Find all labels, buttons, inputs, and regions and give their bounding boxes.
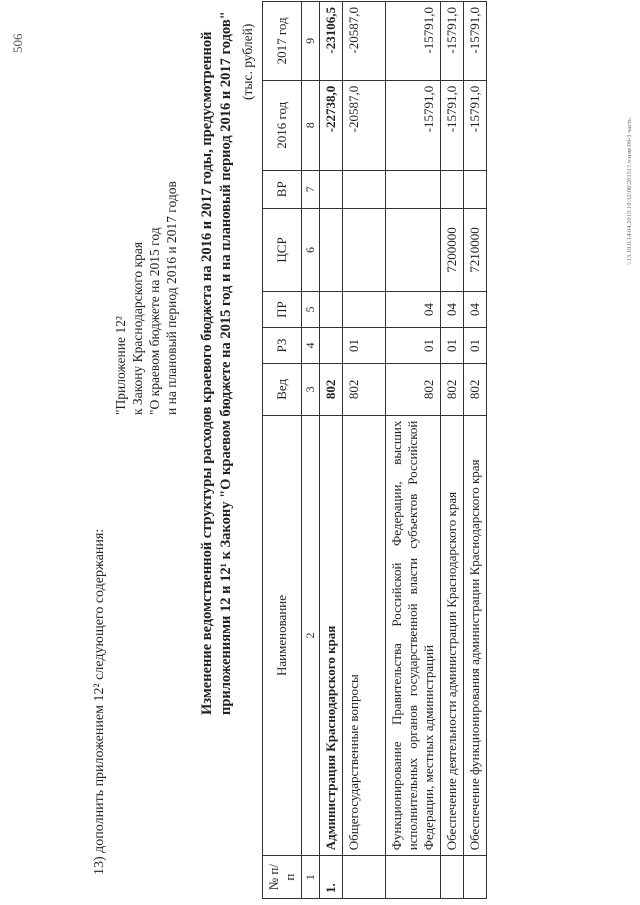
title-line-2: приложениями 12 и 12¹ к Закону "О краевом бюджете на 2015 год и на плановый период 2016 и 2017 годов" xyxy=(218,11,234,715)
table-header-row xyxy=(263,2,302,899)
row-pr: 04 xyxy=(441,292,464,328)
index-cell: 2 xyxy=(302,415,320,856)
row-rz: 01 xyxy=(441,328,464,364)
document-title xyxy=(198,11,236,715)
table-row xyxy=(386,2,441,899)
header-2016: 2016 год xyxy=(263,80,302,170)
row-vr xyxy=(320,170,343,208)
row-csr: 7200000 xyxy=(441,208,464,291)
title-line-1: Изменение ведомственной структуры расходов краевого бюджета на 2016 и 2017 годы, предусмотренной xyxy=(199,31,215,715)
row-name: Общегосударственные вопросы xyxy=(343,415,386,856)
header-pr: ПР xyxy=(263,292,302,328)
appendix-header xyxy=(112,181,180,415)
appendix-line-1: "Приложение 12² xyxy=(113,316,128,415)
row-name: Администрация Краснодарского края xyxy=(320,415,343,856)
index-cell: 7 xyxy=(302,170,320,208)
footer-stamp: \\13.10.0.14\04.2015\10\32\06\20151?.ч\изм\09-3 часть xyxy=(626,118,633,265)
row-num xyxy=(441,856,464,899)
row-rz: 01 xyxy=(343,328,386,364)
header-ved: Вед xyxy=(263,363,302,415)
row-num: 1. xyxy=(320,856,343,899)
row-2017: -20587,0 xyxy=(343,2,386,81)
row-rz: 01 xyxy=(464,328,487,364)
intro-text: 13) дополнить приложением 12² следующего содержания: xyxy=(92,528,107,875)
header-rz: РЗ xyxy=(263,328,302,364)
table-row xyxy=(320,2,343,899)
row-vr xyxy=(343,170,386,208)
row-num xyxy=(343,856,386,899)
row-vr xyxy=(441,170,464,208)
header-vr: ВР xyxy=(263,170,302,208)
table-row xyxy=(464,2,487,899)
row-vr xyxy=(386,170,441,208)
row-pr xyxy=(320,292,343,328)
index-cell: 9 xyxy=(302,2,320,81)
appendix-line-4: и на плановый период 2016 и 2017 годов xyxy=(164,181,179,415)
row-pr: 04 xyxy=(464,292,487,328)
index-cell: 8 xyxy=(302,80,320,170)
row-ved: 802 xyxy=(386,363,441,415)
row-rz xyxy=(320,328,343,364)
page-number: 506 xyxy=(10,33,25,53)
row-2016: -20587,0 xyxy=(343,80,386,170)
row-csr xyxy=(343,208,386,291)
row-2016: -15791,0 xyxy=(441,80,464,170)
row-ved: 802 xyxy=(320,363,343,415)
header-2017: 2017 год xyxy=(263,2,302,81)
header-num: № п/п xyxy=(263,856,302,899)
row-ved: 802 xyxy=(343,363,386,415)
index-cell: 6 xyxy=(302,208,320,291)
index-cell: 1 xyxy=(302,856,320,899)
table-row xyxy=(441,2,464,899)
row-csr: 7210000 xyxy=(464,208,487,291)
row-ved: 802 xyxy=(441,363,464,415)
row-2016: -15791,0 xyxy=(464,80,487,170)
index-cell: 3 xyxy=(302,363,320,415)
index-cell: 4 xyxy=(302,328,320,364)
appendix-line-2: к Закону Краснодарского края xyxy=(130,241,145,415)
row-name: Обеспечение функционирования администрации Краснодарского края xyxy=(464,415,487,856)
row-num xyxy=(386,856,441,899)
units-label: (тыс. рублей) xyxy=(240,23,255,100)
row-rz: 01 xyxy=(386,328,441,364)
row-ved: 802 xyxy=(464,363,487,415)
row-2017: -23106,5 xyxy=(320,2,343,81)
appendix-line-3: "О краевом бюджете на 2015 год xyxy=(147,227,162,415)
row-2017: -15791,0 xyxy=(441,2,464,81)
row-csr xyxy=(320,208,343,291)
row-name: Функционирование Правительства Российской Федерации, высших исполнительных органов государственной власти субъектов Российской Федерации, местных администраций xyxy=(386,415,441,856)
index-cell: 5 xyxy=(302,292,320,328)
column-index-row xyxy=(302,2,320,899)
row-csr xyxy=(386,208,441,291)
table-row xyxy=(343,2,386,899)
row-vr xyxy=(464,170,487,208)
row-num xyxy=(464,856,487,899)
expenditure-table xyxy=(262,1,487,899)
row-pr: 04 xyxy=(386,292,441,328)
row-2016: -22738,0 xyxy=(320,80,343,170)
row-name: Обеспечение деятельности администрации Краснодарского края xyxy=(441,415,464,856)
row-2017: -15791,0 xyxy=(386,2,441,81)
row-2017: -15791,0 xyxy=(464,2,487,81)
header-csr: ЦСР xyxy=(263,208,302,291)
row-pr xyxy=(343,292,386,328)
header-name: Наименование xyxy=(263,415,302,856)
row-2016: -15791,0 xyxy=(386,80,441,170)
